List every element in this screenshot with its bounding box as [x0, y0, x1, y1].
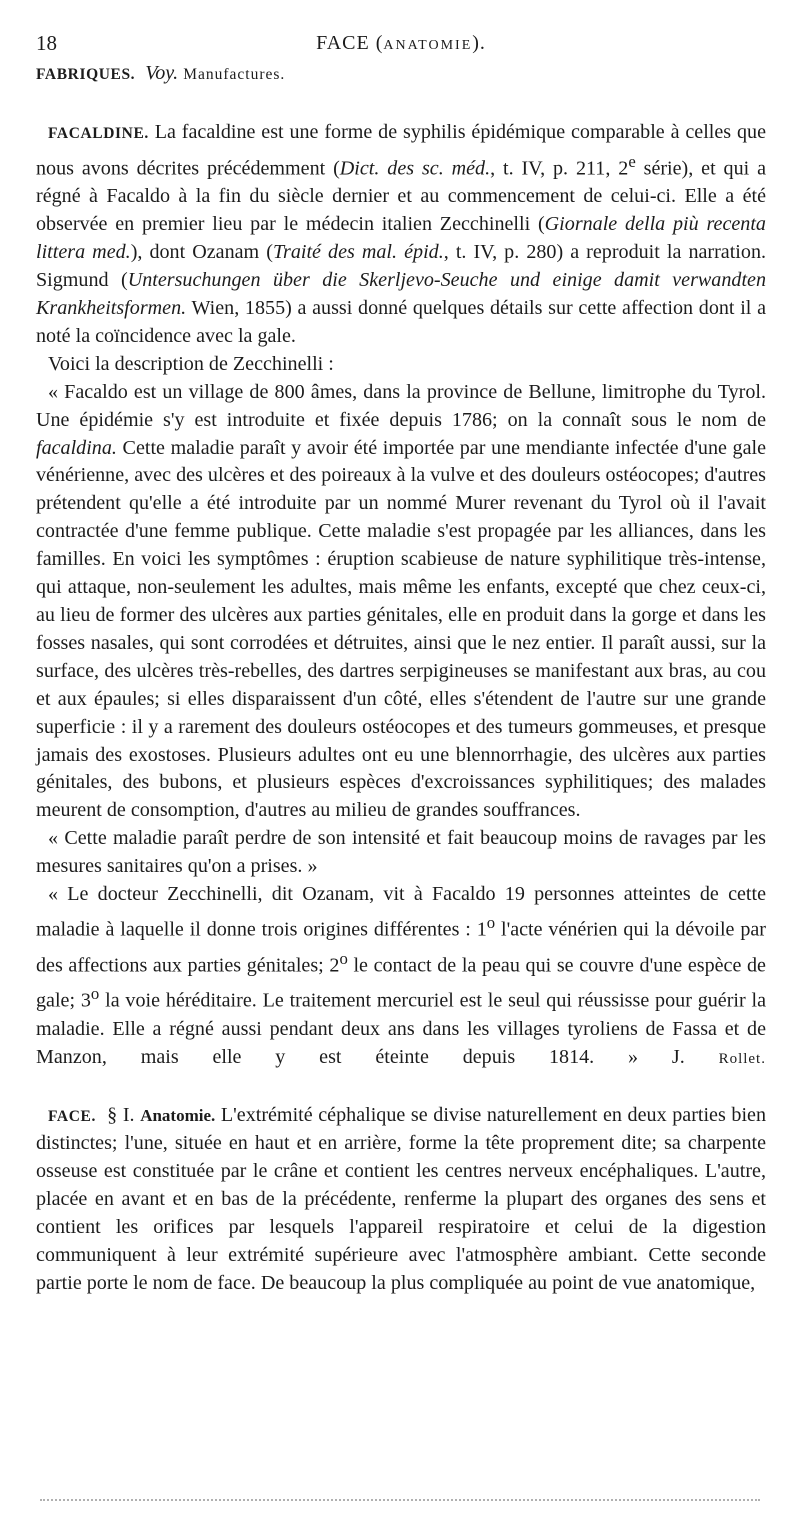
- entry-fabriques: [36, 60, 766, 89]
- body-text: « Facaldo est un village de 800 âmes, dans la province de Bellune, limitrophe du Tyrol. Une épidémie s'y est introduite et fixée depuis 1786; on la connaît sous le nom de: [36, 380, 766, 431]
- superscript: e: [628, 151, 636, 171]
- body-text: , t. IV, p. 211, 2: [490, 157, 629, 180]
- body-text: le contact de la peau qui se couvre d'une espèce de gale; 3: [36, 954, 766, 1012]
- paragraph-description-intro: Voici la description de Zecchinelli :: [48, 352, 334, 375]
- author-signature: [672, 1046, 766, 1068]
- ordinal-superscript: o: [486, 912, 496, 932]
- body-text: ), dont Ozanam (: [130, 241, 273, 264]
- body-text: l'acte vénérien qui la dévoile par des affections aux parties génitales; 2: [36, 918, 766, 977]
- entry-face: [36, 1102, 766, 1298]
- headword-fabriques: FABRIQUES.: [36, 66, 136, 83]
- signature-initial: J.: [671, 1045, 719, 1068]
- citation-italic: Untersuchungen über die Skerljevo-Seuche und einige damit verwandten Krankheitsformen.: [36, 269, 766, 320]
- citation-italic: Traité des mal. épid.: [272, 241, 444, 264]
- running-title: [36, 26, 766, 63]
- term-italic: facaldina.: [36, 436, 117, 459]
- body-text: L'extrémité céphalique se divise naturellement en deux parties bien distinctes; l'une, située en haut et en arrière, forme la tête proprement dite; sa charpente osseuse est constituée par le crâne et contient les centres nerveux encéphaliques. L'autre, placée en avant et en bas de la précédente, renferme la plupart des organes des sens et contient les orifices par lesquels l'appareil respiratoire et celui de la digestion communiquent à leur extrémité supérieure avec l'atmosphère ambiant. Cette seconde partie porte le nom de face. De beaucoup la plus compliquée au point de vue anatomique,: [36, 1103, 767, 1294]
- ordinal-superscript: o: [90, 984, 100, 1004]
- headword-face: FACE.: [48, 1107, 96, 1125]
- paragraph-quotation-ozanam: [36, 881, 766, 1074]
- page-number: 18: [36, 31, 57, 55]
- cross-reference-target: Manufactures.: [183, 66, 286, 83]
- ordinal-superscript: o: [339, 948, 348, 968]
- body-text: La facaldine est une forme de syphilis épidémique comparable à celles que nous avons décrites précédemment (: [36, 120, 766, 180]
- running-title-smallcaps: ANATOMIE: [383, 38, 473, 53]
- body-text: série), et qui a régné à Facaldo à la fin du siècle dernier et au commencement de celui-ci. Elle a été observée en premier lieu par le médecin italien Zecchinelli (: [36, 157, 767, 236]
- entry-facaldine-intro: [36, 119, 766, 351]
- paragraph-quotation-ravages: « Cette maladie paraît perdre de son intensité et fait beaucoup moins de ravages par les mesures sanitaires qu'on a prises. »: [36, 827, 766, 878]
- running-head: [36, 26, 766, 60]
- signature-name: Rollet.: [718, 1050, 766, 1067]
- citation-italic: Dict. des sc. méd.: [339, 157, 491, 180]
- body-text: Cette maladie paraît y avoir été importée par une mendiante infectée d'une gale vénérienne, avec des ulcères et des poireaux à la vulve et des douleurs ostéocopes; d'autres prétendent qu'elle a été introduite par un nommé Murer revenant du Tyrol où il l'avait contractée d'une femme publique. Cette maladie s'est propagée par les alliances, dans les familles. En voici les symptômes : éruption scabieuse de nature syphilitique très-intense, qui attaque, non-seulement les adultes, mais même les enfants, excepté que chez ceux-ci, au lieu de former des ulcères aux parties génitales, elle en produit dans la gorge et dans les fosses nasales, qui sont corrodées et détruites, ainsi que le nez entier. Il paraît aussi, sur la surface, des ulcères très-rebelles, des dartres serpigineuses se manifestant aux bras, au cou et aux épaules; si elles disparaissent d'un côté, elles s'étendent de l'autre sur une grande superficie : il y a rarement des douleurs ostéocopes et des tumeurs gommeuses, et presque jamais des exostoses. Plusieurs adultes ont eu une blennorrhagie, des ulcères aux parties génitales, des bubons, et plusieurs espèces d'excroissances syphilitiques; des malades meurent de consomption, d'autres au milieu de grandes souffrances.: [36, 436, 766, 822]
- paragraph-quotation-symptoms: [36, 379, 766, 826]
- citation-italic: Giornale della più recenta littera med.: [36, 213, 766, 264]
- headword-facaldine: FACALDINE.: [48, 124, 149, 142]
- book-page: [36, 26, 766, 1298]
- spacer: [36, 1074, 766, 1102]
- body-text: Wien, 1855) a aussi donné quelques détails sur cette affection dont il a noté la coïncidence avec la gale.: [36, 297, 766, 347]
- section-title: Anatomie.: [140, 1105, 216, 1125]
- body-text: la voie héréditaire. Le traitement mercuriel est le seul qui réussisse pour guérir la maladie. Elle a régné aussi pendant deux ans dans les villages tyroliens de Fassa et de Manzon, mais elle y est éteinte depuis 1814. »: [36, 989, 766, 1068]
- body-text: , t. IV, p. 280) a reproduit la narration. Sigmund (: [36, 241, 767, 292]
- running-title-end: ).: [472, 32, 486, 54]
- spacer: [36, 89, 766, 119]
- see-reference: Voy.: [145, 62, 179, 84]
- bottom-page-edge-marks: [40, 1499, 760, 1505]
- body-text: « Le docteur Zecchinelli, dit Ozanam, vit à Facaldo 19 personnes atteintes de cette maladie à laquelle il donne trois origines différentes : 1: [36, 883, 766, 941]
- running-title-main: FACE (: [316, 32, 384, 54]
- section-mark: § I.: [107, 1103, 135, 1126]
